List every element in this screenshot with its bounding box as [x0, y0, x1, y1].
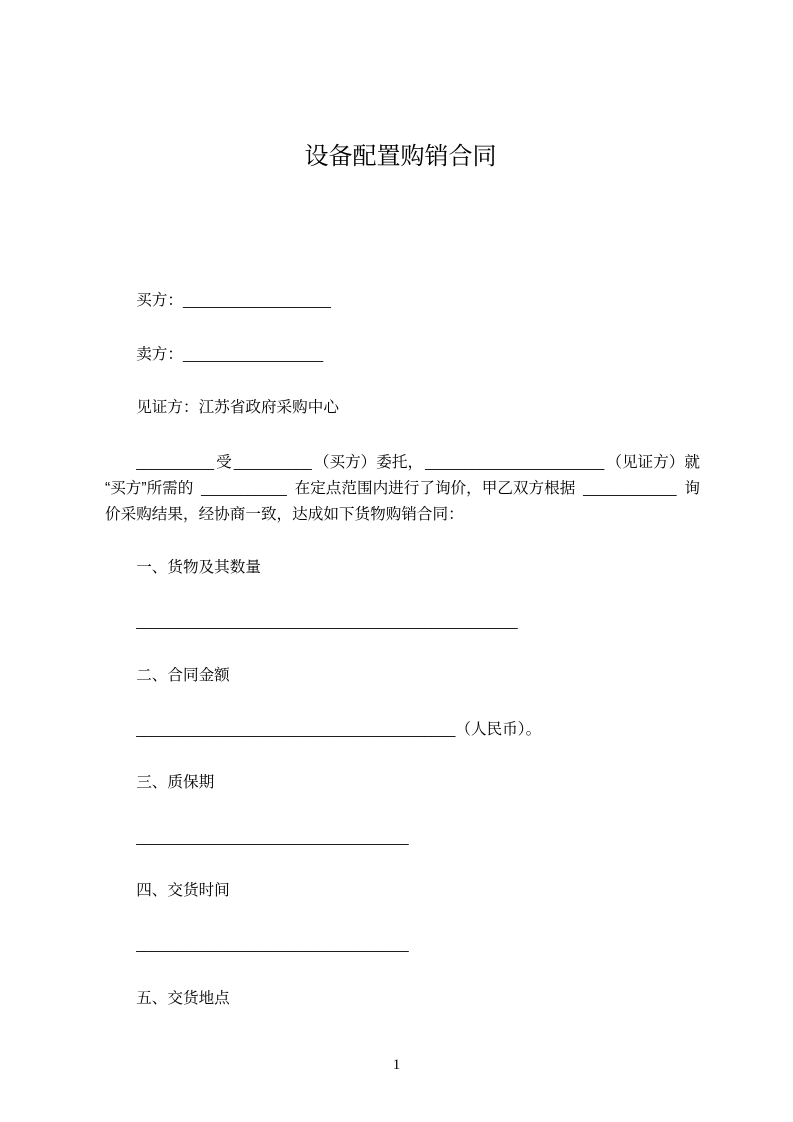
intro-blank: __________: [233, 453, 312, 470]
intro-text: 询: [684, 480, 700, 498]
witness-label: 见证方：: [136, 399, 199, 417]
delivery-time-blank-line: [105, 931, 700, 959]
intro-text: （见证方）就: [606, 453, 700, 471]
amount-currency: （人民币）。: [455, 721, 542, 739]
seller-blank: __________________: [182, 345, 324, 362]
intro-blank: ____________: [583, 480, 677, 497]
witness-value: 江苏省政府采购中心: [198, 399, 339, 417]
amount-blank-line: [105, 716, 700, 744]
intro-text: （买方）委托，: [313, 453, 424, 471]
section-heading-amount: 二、合同金额: [136, 666, 230, 684]
section-heading-delivery-place: 五、交货地点: [136, 989, 230, 1007]
page-number: 1: [392, 1057, 401, 1073]
witness-line: [105, 395, 700, 422]
section-heading-goods: 一、货物及其数量: [136, 559, 261, 577]
contract-body: [105, 287, 700, 1039]
buyer-line: [105, 287, 700, 315]
seller-line: [105, 341, 700, 369]
buyer-blank: ___________________: [182, 291, 331, 308]
section-heading-warranty: 三、质保期: [136, 774, 215, 792]
intro-paragraph: [105, 449, 700, 529]
warranty-blank-line: [105, 824, 700, 852]
seller-label: 卖方：: [136, 345, 183, 363]
warranty-blank: ___________________________________: [136, 828, 409, 845]
section-heading-delivery-time: 四、交货时间: [136, 881, 230, 899]
intro-blank: _______________________: [425, 453, 605, 470]
intro-line-2: [105, 475, 700, 502]
intro-text: 受: [216, 453, 232, 471]
intro-blank: __________: [136, 453, 215, 470]
delivery-time-blank: ___________________________________: [136, 936, 409, 953]
goods-blank-line: [105, 608, 700, 636]
intro-text: “买方”所需的: [105, 480, 194, 498]
intro-line-3: 价采购结果，经协商一致，达成如下货物购销合同：: [105, 505, 464, 523]
intro-line-1: [105, 449, 700, 476]
goods-blank: _________________________________________________: [136, 613, 518, 630]
buyer-label: 买方：: [136, 291, 183, 309]
intro-blank: ___________: [201, 480, 287, 497]
intro-text: 在定点范围内进行了询价，甲乙双方根据: [294, 480, 576, 498]
page-title: 设备配置购销合同: [304, 143, 497, 170]
amount-blank: _________________________________________: [136, 721, 456, 738]
